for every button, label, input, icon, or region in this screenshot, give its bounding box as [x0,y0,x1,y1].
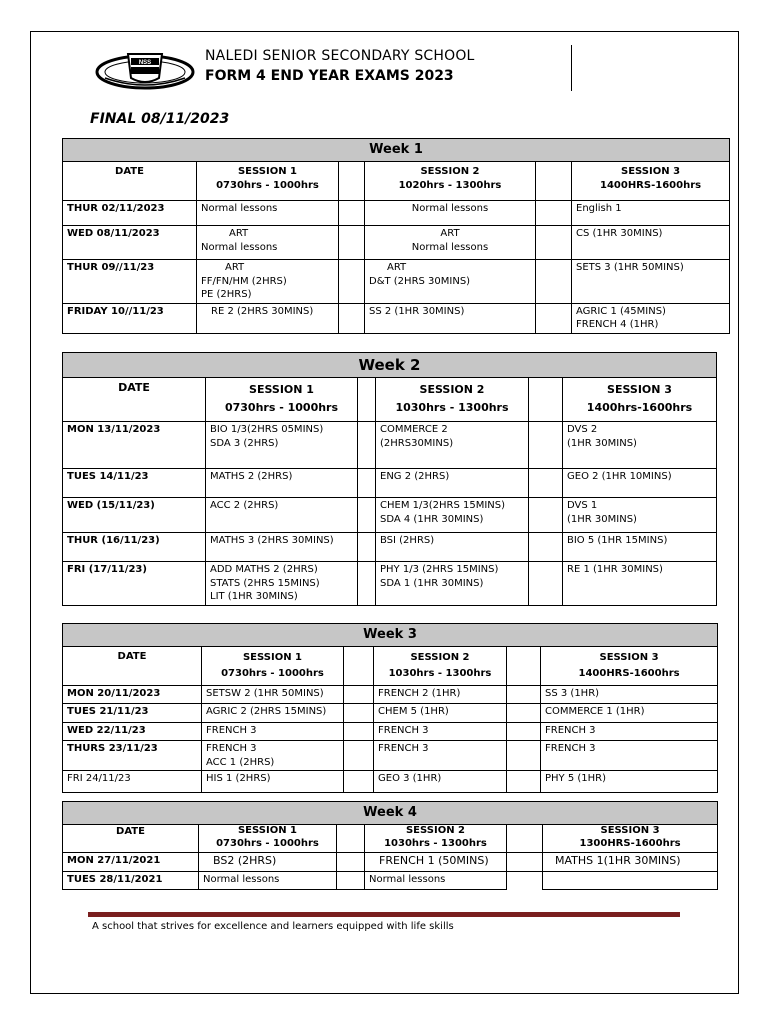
school-motto: A school that strives for excellence and learners equipped with life skills [92,921,454,932]
week-1-table [62,138,730,334]
week-4-title: Week 4 [63,802,718,825]
footer-divider [88,912,680,917]
table-row: FRI 24/11/23 HIS 1 (2HRS) GEO 3 (1HR) PHY 5 (1HR) [63,771,718,793]
table-row: MON 20/11/2023 SETSW 2 (1HR 50MINS) FRENCH 2 (1HR) SS 3 (1HR) [63,686,718,704]
week-3-table [62,623,718,793]
table-row: MON 27/11/2021 BS2 (2HRS) FRENCH 1 (50MINS) MATHS 1(1HR 30MINS) [63,853,718,872]
header-divider [571,45,572,91]
school-logo [95,48,195,90]
header-session-3: SESSION 3 1400HRS-1600hrs [572,162,730,201]
table-row: TUES 28/11/2021 Normal lessons Normal lessons [63,872,718,890]
header-session-3: SESSION 3 1400hrs-1600hrs [563,378,717,422]
week-3-title: Week 3 [63,624,718,647]
header-session-1: SESSION 1 0730hrs - 1000hrs [202,647,344,686]
exam-title: FORM 4 END YEAR EXAMS 2023 [205,68,454,84]
table-row: MON 13/11/2023 BIO 1/3(2HRS 05MINS) SDA 3 (2HRS) COMMERCE 2 (2HRS30MINS) DVS 2 (1HR 30MINS) [63,422,717,469]
table-row: THURS 23/11/23 FRENCH 3 ACC 1 (2HRS) FRENCH 3 FRENCH 3 [63,741,718,771]
header-session-3: SESSION 3 1300HRS-1600hrs [543,825,718,853]
week-2-table [62,352,717,606]
svg-text:NSS: NSS [138,60,152,66]
header-date: DATE [63,162,197,201]
header-session-1: SESSION 1 0730hrs - 1000hrs [206,378,358,422]
table-row: TUES 14/11/23 MATHS 2 (2HRS) ENG 2 (2HRS) GEO 2 (1HR 10MINS) [63,469,717,498]
header-session-2: SESSION 2 1030hrs - 1300hrs [376,378,529,422]
final-date-label: FINAL 08/11/2023 [90,111,230,127]
header-session-1: SESSION 1 0730hrs - 1000hrs [199,825,337,853]
table-row: WED (15/11/23) ACC 2 (2HRS) CHEM 1/3(2HRS 15MINS) SDA 4 (1HR 30MINS) DVS 1 (1HR 30MINS) [63,498,717,533]
school-name: NALEDI SENIOR SECONDARY SCHOOL [205,48,475,64]
week-4-table [62,801,718,890]
table-row: THUR 02/11/2023 Normal lessons Normal lessons English 1 [63,201,730,226]
header-session-2: SESSION 2 1020hrs - 1300hrs [365,162,536,201]
table-row: FRIDAY 10//11/23 RE 2 (2HRS 30MINS) SS 2 (1HR 30MINS) AGRIC 1 (45MINS) FRENCH 4 (1HR) [63,303,730,333]
header-session-1: SESSION 1 0730hrs - 1000hrs [197,162,339,201]
table-row: WED 22/11/23 FRENCH 3 FRENCH 3 FRENCH 3 [63,723,718,741]
header-date: DATE [63,378,206,422]
table-row: TUES 21/11/23 AGRIC 2 (2HRS 15MINS) CHEM 5 (1HR) COMMERCE 1 (1HR) [63,704,718,723]
table-row: THUR (16/11/23) MATHS 3 (2HRS 30MINS) BSI (2HRS) BIO 5 (1HR 15MINS) [63,533,717,562]
header-session-2: SESSION 2 1030hrs - 1300hrs [365,825,507,853]
header-date: DATE [63,825,199,853]
week-1-title: Week 1 [63,139,730,162]
header-date: DATE [63,647,202,686]
table-row: THUR 09//11/23 ART FF/FN/HM (2HRS) PE (2HRS) ART D&T (2HRS 30MINS) SETS 3 (1HR 50MINS) [63,260,730,304]
header-session-2: SESSION 2 1030hrs - 1300hrs [374,647,507,686]
table-row: FRI (17/11/23) ADD MATHS 2 (2HRS) STATS (2HRS 15MINS) LIT (1HR 30MINS) PHY 1/3 (2HRS 15MINS) SDA 1 (1HR 30MINS) RE 1 (1HR 30MINS) [63,562,717,606]
table-row: WED 08/11/2023 ART Normal lessons ART Normal lessons CS (1HR 30MINS) [63,226,730,260]
header-session-3: SESSION 3 1400HRS-1600hrs [541,647,718,686]
week-2-title: Week 2 [63,353,717,378]
